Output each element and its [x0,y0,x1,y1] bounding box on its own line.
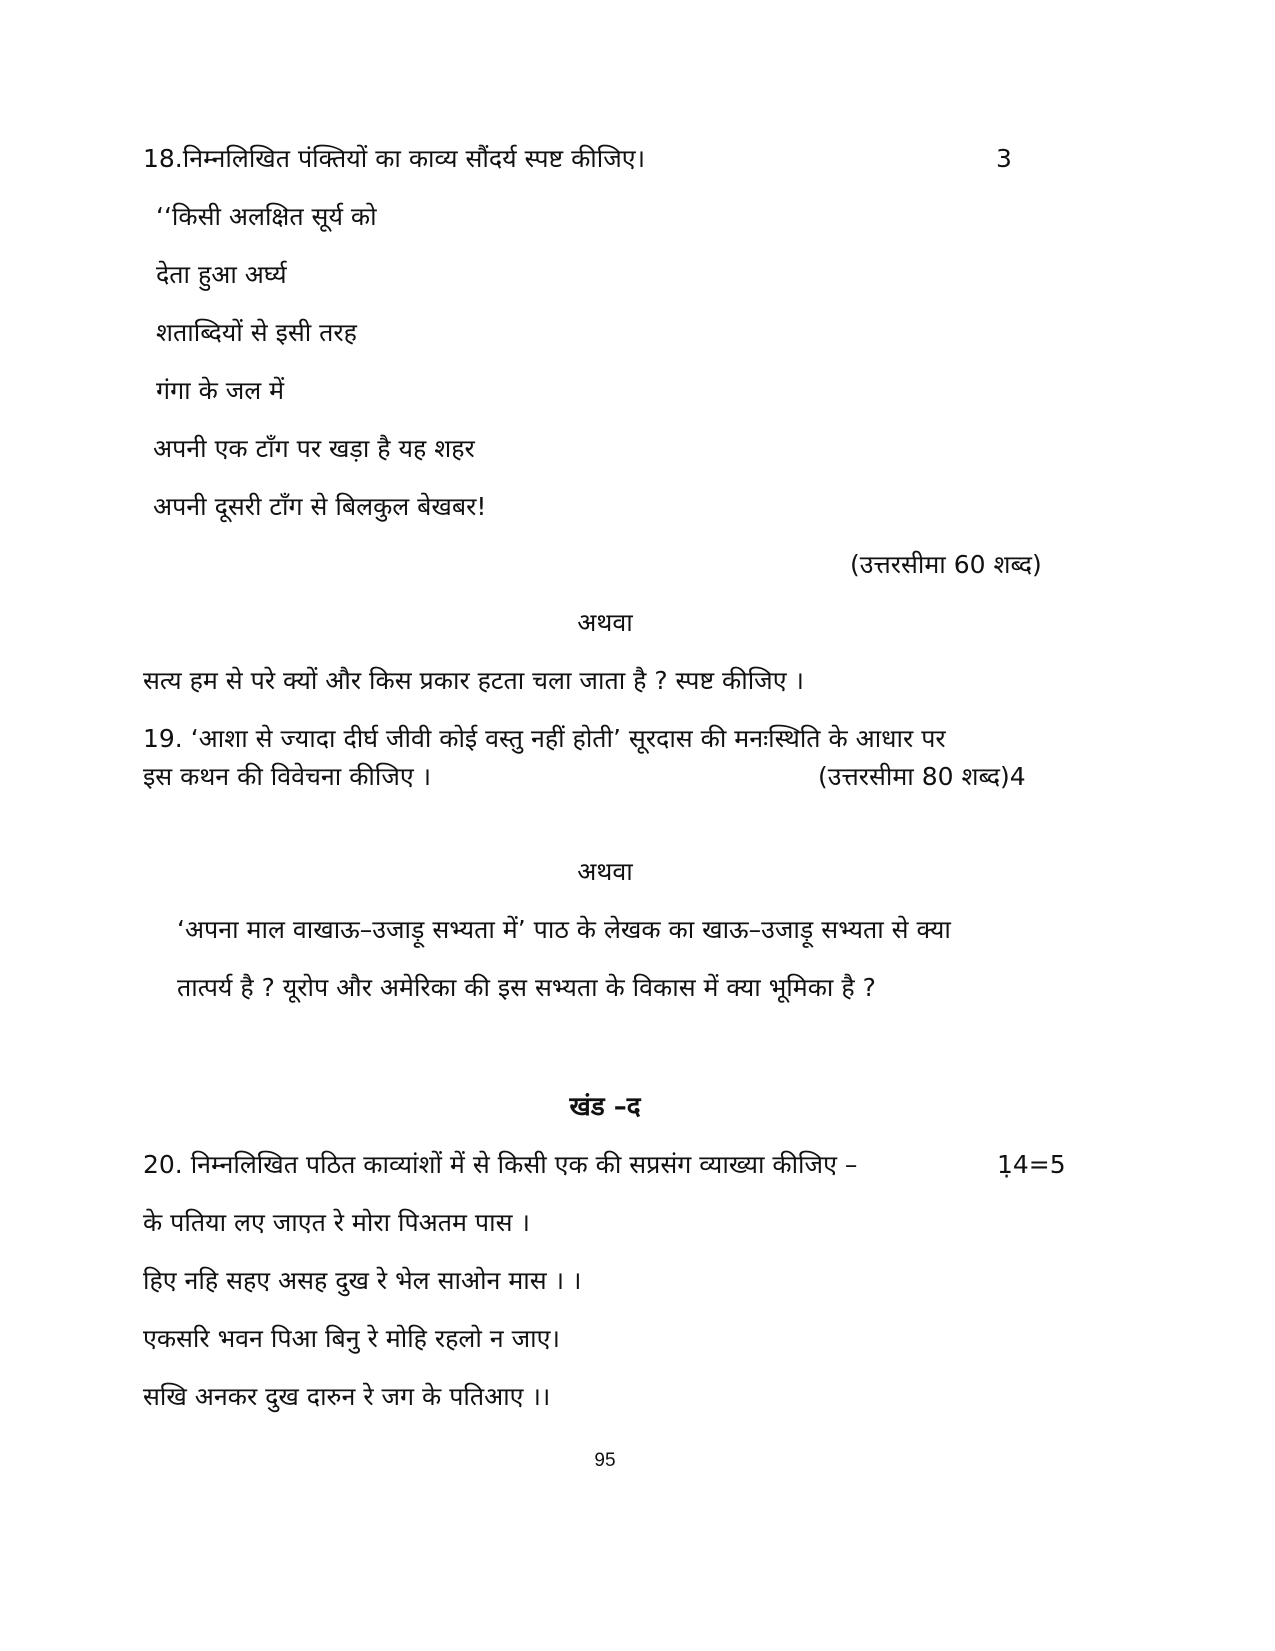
q20-verse-line-3: एकसरि भवन पिआ बिनु रे मोहि रहलो न जाए। [143,1324,560,1353]
q18-poem-line-3: शताब्दियों से इसी तरह [156,318,357,347]
q18-alternative: सत्य हम से परे क्यों और किस प्रकार हटता चला जाता है ? स्पष्ट कीजिए । [143,666,804,695]
q19-or-label: अथवा [577,857,633,886]
q19-line-1: 19. ‘आशा से ज्यादा दीर्घ जीवी कोई वस्तु नहीं होती’ सूरदास की मनःस्थिति के आधार पर [143,724,946,753]
q18-poem-line-5: अपनी एक टाँग पर खड़ा है यह शहर [153,434,475,463]
q20-verse-line-2: हिए नहि सहए असह दुख रे भेल साओन मास । । [143,1266,582,1295]
q19-alternative-line-1: ‘अपना माल वाखाऊ–उजाड़ू सभ्यता में’ पाठ के लेखक का खाऊ–उजाड़ू सभ्यता से क्या [177,915,951,944]
q18-poem-line-6: अपनी दूसरी टाँग से बिलकुल बेखबर! [153,492,487,521]
q18-marks: 3 [996,144,1012,173]
q19-alternative-line-2: तात्पर्य है ? यूरोप और अमेरिका की इस सभ्यता के विकास में क्या भूमिका है ? [177,973,876,1002]
q20-verse-line-1: के पतिया लए जाएत रे मोरा पिअतम पास । [143,1208,530,1237]
q18-poem-line-2: देता हुआ अर्घ्य [156,260,287,289]
q18-question: 18.निम्नलिखित पंक्तियों का काव्य सौंदर्य स्पष्ट कीजिए। [143,144,646,173]
q18-or-label: अथवा [577,608,633,637]
q18-poem-line-4: गंगा के जल में [156,376,285,405]
q18-word-limit: (उत्तरसीमा 60 शब्द) [850,550,1042,579]
page-number: 95 [594,1450,616,1471]
section-heading: खंड –द [569,1092,641,1122]
q20-question: 20. निम्नलिखित पठित काव्यांशों में से किसी एक की सप्रसंग व्याख्या कीजिए – [143,1150,858,1179]
q20-marks: 1̣4=5 [997,1150,1066,1179]
q18-poem-line-1: ‘‘किसी अलक्षित सूर्य को [156,202,377,231]
q19-line-2: इस कथन की विवेचना कीजिए । [143,762,432,791]
q20-verse-line-4: सखि अनकर दुख दारुन रे जग के पतिआए ।। [143,1382,551,1411]
q19-word-limit-marks: (उत्तरसीमा 80 शब्द)4 [818,762,1026,791]
